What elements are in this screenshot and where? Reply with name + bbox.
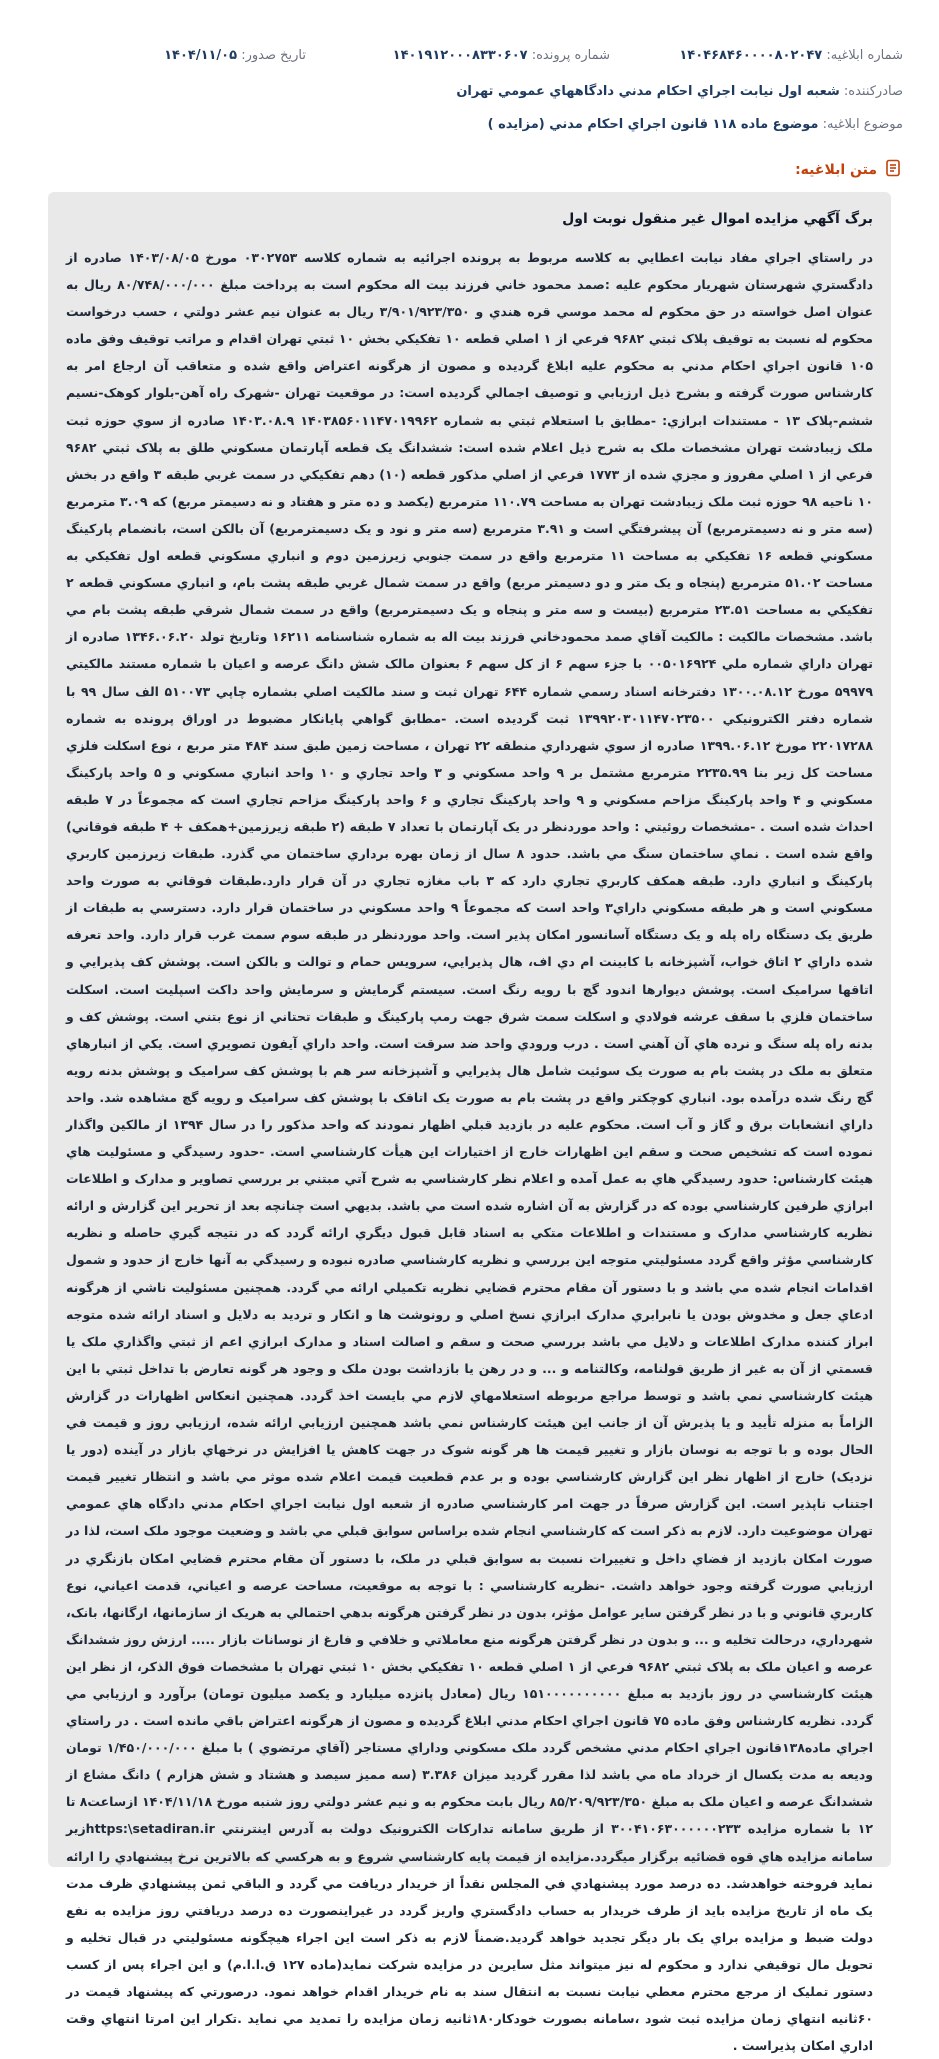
issue-date-label: تاريخ صدور: [241,48,306,63]
case-number-label: شماره پرونده: [531,48,610,63]
subject-value: موضوع ماده ۱۱۸ قانون اجراي احکام مدني (مزايده ) [487,117,819,132]
issue-date [164,44,306,68]
notice-body: در راستاي اجراي مفاد نيابت اعطايي به کلاسه مربوط به پرونده اجرائيه به شماره کلاسه ۰۳۰۲۷۵۳ مورخ ۱۴۰۳/۰۸/۰۵ صادره از دادگستري شهرستان شهريار محکوم عليه :صمد محمود خاني فرزند بيت اله محکوم است به پرداخت مبلغ ۸۰/۷۴۸/۰۰۰/۰۰۰ ريال به عنوان اصل خواسته در حق محکوم له محمد موسي قره هندي و ۳/۹۰۱/۹۲۳/۳۵۰ ريال به عنوان نيم عشر دولتي ، حسب درخواست محکوم له نسبت به توقيف پلاک ثبتي ۹۶۸۲ فرعي از ۱ اصلي قطعه ۱۰ تفکيکي بخش ۱۰ ثبتي تهران اقدام و مراتب توقيف وفق ماده ۱۰۵ قانون اجراي احکام مدني به محکوم عليه ابلاغ گرديده و مصون از هرگونه اعتراض واقع شده و متعاقب آن ارجاع امر به کارشناس صورت گرفته و بشرح ذيل ارزيابي و توصيف اجمالي گرديده است: در موقعيت تهران -شهرک راه آهن-بلوار کوهک-نسيم ششم-پلاک ۱۳ - مستندات ابرازي: -مطابق با استعلام ثبتي به شماره ۱۴۰۳۸۵۶۰۱۱۴۷۰۱۹۹۶۲ ۱۴۰۳.۰۸.۹ صادره از سوي حوزه ثبت ملک زيبادشت تهران مشخصات ملک به شرح ذيل اعلام شده است: ششدانگ يک قطعه آپارتمان مسکوني طلق به پلاک ثبتي ۹۶۸۲ فرعي از ۱ اصلي مفروز و مجزي شده از ۱۷۷۳ فرعي از اصلي مذکور قطعه (۱۰) دهم تفکيکي در سمت غربي طبقه ۳ واقع در بخش ۱۰ ناحيه ۹۸ حوزه ثبت ملک زيبادشت تهران به مساحت ۱۱۰.۷۹ مترمربع (يکصد و ده متر و هفتاد و نه دسيمتر مربع) که ۳.۰۹ مترمربع (سه متر و نه دسيمترمربع) آن پيشرفتگي است و ۳.۹۱ مترمربع (سه متر و نود و يک دسيمترمربع) آن بالکن است، بانضمام پارکينگ مسکوني قطعه ۱۶ تفکيکي به مساحت ۱۱ مترمربع واقع در سمت جنوبي زيرزمين دوم و انباري مسکوني قطعه اول تفکيکي به مساحت ۵۱.۰۲ مترمربع (پنجاه و يک متر و دو دسيمتر مربع) واقع در سمت شمال غربي طبقه پشت بام، و انباري مسکوني قطعه ۲ تفکيکي به مساحت ۲۳.۵۱ مترمربع (بيست و سه متر و پنجاه و يک دسيمترمربع) واقع در سمت شمال شرقي طبقه پشت بام مي باشد. مشخصات مالکيت : مالکيت آقاي صمد محمودخاني فرزند بيت اله به شماره شناسنامه ۱۶۲۱۱ وتاريخ تولد ۱۳۴۶.۰۶.۲۰ صادره از تهران داراي شماره ملي ۰۰۵۰۱۶۹۲۴ با جزء سهم ۶ از کل سهم ۶ بعنوان مالک شش دانگ عرصه و اعيان با شماره مستند مالکيتي ۵۹۹۷۹ مورخ ۱۳۰۰.۰۸.۱۲ دفترخانه اسناد رسمي شماره ۶۴۴ تهران ثبت و سند مالکيت اصلي بشماره چاپي ۵۱۰۰۷۳ الف سال ۹۹ با شماره دفتر الکترونيکي ۱۳۹۹۲۰۳۰۱۱۴۷۰۲۳۵۰۰ ثبت گرديده است. -مطابق گواهي پايانکار مضبوط در اوراق پرونده به شماره ۲۲۰۱۷۲۸۸ مورخ ۱۳۹۹.۰۶.۱۲ صادره از سوي شهرداري منطقه ۲۲ تهران ، مساحت زمين طبق سند ۴۸۴ متر مربع ، نوع اسکلت فلزي مساحت کل زير بنا ۲۲۳۵.۹۹ مترمربع مشتمل بر ۹ واحد مسکوني و ۳ واحد تجاري و ۱۰ واحد انباري مسکوني و ۵ واحد پارکينگ مسکوني و ۴ واحد پارکينگ مزاحم مسکوني و ۹ واحد پارکينگ تجاري و ۶ واحد پارکينگ مزاحم تجاري است که مجموعاً در ۷ طبقه احداث شده است . -مشخصات روئيتي : واحد موردنظر در يک آپارتمان با تعداد ۷ طبقه (۲ طبقه زيرزمين+همکف + ۴ طبقه فوقاني) واقع شده است . نماي ساختمان سنگ مي باشد. حدود ۸ سال از زمان بهره برداري ساختمان مي گذرد. طبقات زيرزمين کاربري پارکينگ و انباري دارد. طبقه همکف کاربري تجاري دارد که ۳ باب مغازه تجاري در آن قرار دارد.طبقات فوقاني به صورت واحد مسکوني است و هر طبقه مسکوني داراي۳ واحد است که مجموعاً ۹ واحد مسکوني در ساختمان قرار دارد. دسترسي به طبقات از طريق يک دستگاه راه پله و يک دستگاه آسانسور امکان پذير است. واحد موردنظر در طبقه سوم سمت غرب قرار دارد. واحد تعرفه شده داراي ۲ اتاق خواب، آشپزخانه با کابينت ام دي اف، هال پذيرايي، سرويس حمام و توالت و بالکن است. پوشش کف پذيرايي و اتاقها سراميک است. پوشش ديوارها اندود گچ با رويه رنگ است. سيستم گرمايش و سرمايش واحد داکت اسپليت است. اسکلت ساختمان فلزي با سقف عرشه فولادي و اسکلت سمت شرق جهت رمپ پارکينگ و طبقات تحتاني از نوع بتني است. پوشش کف و بدنه راه پله سنگ و نرده هاي آن آهني است . درب ورودي واحد ضد سرقت است. واحد داراي آيفون تصويري است. يکي از انبارهاي متعلق به ملک در پشت بام به صورت يک سوئيت شامل هال پذيرايي و آشپزخانه سر هم با پوشش کف سراميک و پوشش بدنه رويه گچ رنگ شده درآمده بود. انباري کوچکتر واقع در پشت بام به صورت يک اتاقک با پوشش کف سراميک و رويه گچ مشاهده شد. واحد داراي انشعابات برق و گاز و آب است. محکوم عليه در بازديد قبلي اظهار نمودند که واحد مذکور را در سال ۱۳۹۴ از مالکين واگذار نموده است که تشخيص صحت و سقم اين اظهارات خارج از اختيارات اين هيأت کارشناسي است. -حدود رسيدگي و مسئوليت هاي هيئت کارشناس: حدود رسيدگي هاي به عمل آمده و اعلام نظر کارشناسي به شرح آتي مبتني بر بررسي تصاوير و مدارک و اطلاعات ابرازي طرفين کارشناسي بوده که در گزارش به آن اشاره شده است مي باشد. بديهي است چنانچه بعد از تحرير اين گزارش و ارائه نظريه کارشناسي مدارک و مستندات و اطلاعات متکي به اسناد قابل قبول ديگري ارائه گردد که در نتيجه گيري حاصله و نظريه کارشناسي مؤثر واقع گردد مسئوليتي متوجه اين بررسي و نظريه کارشناسي صادره نبوده و رسيدگي به آنها خارج از حدود و شمول اقدامات انجام شده مي باشد و با دستور آن مقام محترم قضايي نظريه تکميلي ارائه مي گردد. همچنين مسئوليت ناشي از هرگونه ادعاي جعل و مخدوش بودن يا نابرابري مدارک ابرازي نسخ اصلي و رونوشت ها و انکار و ترديد به دلايل و اسناد ارائه شده متوجه ابراز کننده مدارک اطلاعات و دلايل مي باشد بررسي صحت و سقم و اصالت اسناد و مدارک ابرازي اعم از ثبتي واگذاري ملک يا قسمتي از آن به غير از طريق قولنامه، وکالتنامه و ... و در رهن يا بازداشت بودن ملک و وجود هر گونه تعارض با تداخل ثبتي با اين هيئت کارشناسي نمي باشد و توسط مراجع مربوطه استعلامهاي لازم مي بايست اخذ گردد. همچنين انعکاس اظهارات در گزارش الزاماً به منزله تأييد و يا پذيرش آن از جانب اين هيئت کارشناس نمي باشد همچنين ارزيابي ارائه شده، ارزيابي روز و قيمت في الحال بوده و با توجه به نوسان بازار و تغيير قيمت ها هر گونه شوک در جهت کاهش يا افزايش در نرخهاي بازار در آينده (دور يا نزديک) خارج از اظهار نظر اين گزارش کارشناسي بوده و بر عدم قطعيت قيمت اعلام شده موثر مي باشد و انتظار تغيير قيمت اجتناب ناپذير است. اين گزارش صرفاً در جهت امر کارشناسي صادره از شعبه اول نيابت اجراي احکام مدني دادگاه هاي عمومي تهران موضوعيت دارد. لازم به ذکر است که کارشناسي انجام شده براساس سوابق قبلي مي باشد و وضعيت موجود ملک است، لذا در صورت امکان بازديد از فضاي داخل و تغييرات نسبت به سوابق قبلي در ملک، با دستور آن مقام محترم قضايي امکان بازنگري در ارزيابي صورت گرفته وجود خواهد داشت. -نظريه کارشناسي : با توجه به موقعيت، مساحت عرصه و اعياني، قدمت اعياني، نوع کاربري قانوني و با در نظر گرفتن ساير عوامل مؤثر، بدون در نظر گرفتن هرگونه بدهي احتمالي به هريک از سازمانها، ارگانها، بانک، شهرداري، درحالت تخليه و ... و بدون در نظر گرفتن هرگونه منع معاملاتي و خلافي و فارغ از نوسانات بازار ..... ارزش روز ششدانگ عرصه و اعيان ملک به پلاک ثبتي ۹۶۸۲ فرعي از ۱ اصلي قطعه ۱۰ تفکيکي بخش ۱۰ ثبتي تهران با مشخصات فوق الذکر، از نظر اين هيئت کارشناسي در روز بازديد به مبلغ ۱۵۱۰۰۰۰۰۰۰۰۰۰ ريال (معادل پانزده ميليارد و يکصد ميليون تومان) برآورد و ارزيابي مي گردد. نظريه کارشناس وفق ماده ۷۵ قانون اجراي احکام مدني ابلاغ گرديده و مصون از هرگونه اعتراض باقي مانده است . در راستاي اجراي ماده۱۳۸قانون اجراي احکام مدني مشخص گردد ملک مسکوني وداراي مستاجر (آقاي مرتضوي ) با مبلغ ۱/۴۵۰/۰۰۰/۰۰۰ تومان وديعه به مدت يکسال از خرداد ماه مي باشد لذا مقرر گرديد ميزان ۳.۳۸۶ (سه مميز سيصد و هشتاد و شش هزارم ) دانگ مشاع از ششدانگ عرصه و اعيان ملک به مبلغ ۸۵/۲۰۹/۹۲۳/۳۵۰ ريال بابت محکوم به و نيم عشر دولتي روز شنبه مورخ ۱۴۰۴/۱۱/۱۸ ازساعت۸ تا ۱۲ با شماره مزايده ۳۰۰۴۱۰۶۳۰۰۰۰۰۰۲۳۳ از طريق سامانه تدارکات الکترونيک دولت به آدرس اينترنتي https:\setadiran.irزير سامانه مزايده هاي قوه قضائيه برگزار ميگردد.مزايده از قيمت پايه کارشناسي شروع و به هرکسي که بالاترين نرخ پيشنهادي را ارائه نمايد فروخته خواهدشد. ده درصد مورد پيشنهادي في المجلس نقداً از خريدار دريافت مي گردد و الباقي ثمن پيشنهادي ظرف مدت يک ماه از تاريخ مزايده بايد از طرف خريدار به حساب دادگستري واريز گردد در غيراينصورت ده درصد دريافتي روز مزايده به نفع دولت ضبط و مزايده براي يک بار ديگر تجديد خواهد گرديد.ضمناً لازم به ذکر است اين اجراء هيچگونه مسئوليتي در قبال تخليه و تحويل مال توقيفي ندارد و محکوم له نيز ميتواند مثل سايرين در مزايده شرکت نمايد(ماده ۱۲۷ ق.ا.ا.م) و اين اجراء پس از کسب دستور تمليک از مرجع محترم معطي نيابت نسبت به انتقال سند به نام خريدار اقدام خواهد نمود. درصورتي که پيشنهاد قيمت در ۶۰ثانيه انتهاي زمان مزايده ثبت شود ،سامانه بصورت خودکار۱۸۰ثانيه زمان مزايده را تمديد مي نمايد .تکرار اين امرتا انتهاي وقت اداري امکان پذيراست . [66,250,874,2054]
notice-number-value: ۱۴۰۴۶۸۴۶۰۰۰۰۸۰۲۰۴۷ [679,48,823,63]
section-title-text: متن ابلاغيه: [795,162,877,178]
document-notice-icon [883,158,903,182]
subject-label: موضوع ابلاغيه: [822,117,903,132]
issuer-row [36,80,903,104]
notice-content-box [48,192,891,2054]
issuer-label: صادرکننده: [843,84,903,99]
case-number-value: ۱۴۰۱۹۱۲۰۰۰۸۳۳۰۶۰۷ [392,48,528,63]
subject-row [36,113,903,137]
case-number [393,44,610,68]
notice-number-label: شماره ابلاغيه: [826,48,903,63]
issuer-value: شعبه اول نيابت اجراي احكام مدني دادگاههاي عمومي تهران [456,84,840,99]
notice-header [0,0,939,138]
notice-text-section-title [795,158,903,182]
issue-date-value: ۱۴۰۴/۱۱/۰۵ [164,48,238,63]
notice-number [679,44,903,68]
notice-meta-row [36,44,903,68]
notice-title: برگ آگهي مزايده اموال غير منقول نوبت اول [562,211,873,227]
